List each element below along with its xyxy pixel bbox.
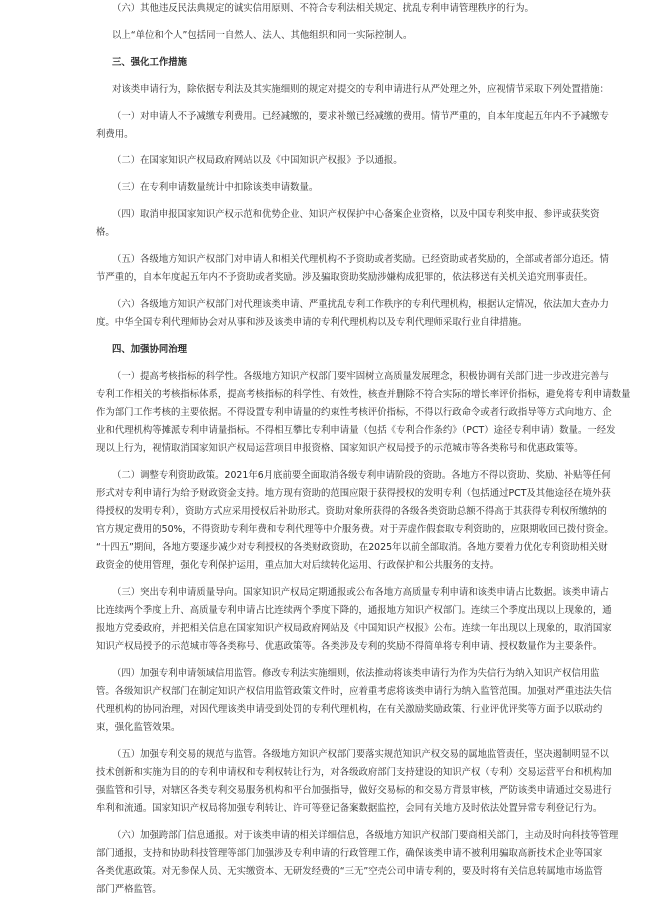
paragraph-line: 形式对专利申请行为给予财政资金支持。地方现有资助的范围应限于获得授权的发明专利（包括通过PCT及其他途径在境外获: [96, 488, 611, 499]
paragraph-line: （四）取消申报国家知识产权示范和优势企业、知识产权保护中心备案企业资格，以及中国专利奖申报、参评或获奖资: [112, 209, 600, 220]
paragraph-line: （三）在专利申请数量统计中扣除该类申请数量。: [112, 182, 319, 193]
paragraph-line: 各类优惠政策。对无参保人员、无实缴资本、无研发经费的“三无”空壳公司申请专利的，要及时将有关信息转属地市场监管: [96, 866, 603, 877]
paragraph-line: 以上“单位和个人”包括同一自然人、法人、其他组织和同一实际控制人。: [112, 30, 413, 41]
paragraph-line: （二）在国家知识产权局政府网站以及《中国知识产权报》予以通报。: [112, 155, 403, 166]
paragraph-line: 专利工作相关的考核指标体系，提高考核指标的科学性、有效性，核查并删除不符合实际的增长率评价指标，避免将专利申请数量: [96, 389, 631, 400]
paragraph-line: 对该类申请行为，除依据专利法及其实施细则的规定对提交的专利申请进行从严处理之外，应视情节采取下列处置措施：: [112, 84, 609, 95]
paragraph-line: 业和代理机构等摊派专利申请量指标。不得相互攀比专利申请量（包括《专利合作条约》（PCT）途径专利申请）数量。一经发: [96, 425, 616, 436]
paragraph-line: （四）加强专利申请领域信用监管。修改专利法实施细则，依法推动将该类申请行为作为失信行为纳入知识产权信用监: [112, 668, 600, 679]
paragraph-line: （六）其他违反民法典规定的诚实信用原则、不符合专利法相关规定、扰乱专利申请管理秩序的行为。: [112, 3, 534, 14]
paragraph-line: （六）各级地方知识产权部门对代理该类申请、严重扰乱专利工作秩序的专利代理机构，根据认定情况，依法加大查办力: [112, 299, 609, 310]
paragraph-line: （五）加强专利交易的规范与监管。各级地方知识产权部门要落实规范知识产权交易的属地监管责任，坚决遏制明显不以: [112, 749, 609, 760]
paragraph-line: （一）对申请人不予减缴专利费用。已经减缴的，要求补缴已经减缴的费用。情节严重的，自本年度起五年内不予减缴专: [112, 111, 609, 122]
paragraph-line: 技术创新和实施为目的的专利申请权和专利权转让行为，对各级政府部门支持建设的知识产权（专利）交易运营平台和机构加: [96, 767, 612, 778]
paragraph-line: 官方规定费用的50%，不得资助专利年费和专利代理等中介服务费。对于弄虚作假套取专利资助的，应限期收回已拨付资金。: [96, 524, 614, 535]
paragraph-line: 格。: [96, 227, 115, 238]
paragraph-line: 管。各级知识产权部门在制定知识产权信用监管政策文件时，应着重考虑将该类申请行为纳入监管范围。加强对严重违法失信: [96, 686, 612, 697]
paragraph-line: （三）突出专利申请质量导向。国家知识产权局定期通报或公布各地方高质量专利申请和该类申请占比数据。该类申请占: [112, 587, 609, 598]
paragraph-line: 知识产权局授予的示范城市等各类称号、优惠政策等。各类涉及专利的奖励不得简单将专利申请、授权数量作为主要条件。: [96, 641, 603, 652]
section-heading: 四、加强协同治理: [112, 344, 188, 355]
paragraph-line: 报地方党委政府，并把相关信息在国家知识产权局政府网站及《中国知识产权报》公布。连续一年出现以上现象的，取消国家: [96, 623, 612, 634]
paragraph-line: （一）提高考核指标的科学性。各级地方知识产权部门要牢固树立高质量发展理念，积极协调有关部门进一步改进完善与: [112, 371, 609, 382]
paragraph-line: 束，强化监管效果。: [96, 722, 181, 733]
paragraph-line: 利费用。: [96, 129, 134, 140]
paragraph-line: 牟利和流通。国家知识产权局将加强专利转让、许可等登记备案数据监控，会同有关地方及时依法处置异常专利登记行为。: [96, 803, 603, 814]
paragraph-line: 作为部门工作考核的主要依据。不得设置专利申请量的约束性考核评价指标，不得以行政命令或者行政指导等方式向地方、企: [96, 407, 612, 418]
paragraph-line: 比连续两个季度上升、高质量专利申请占比连续两个季度下降的，通报地方知识产权部门。连续三个季度出现以上现象的，通: [96, 605, 612, 616]
paragraph-line: 代理机构的协同治理，对因代理该类申请受到处罚的专利代理机构，在有关激励奖励政策、行业评优评奖等方面予以联动约: [96, 704, 603, 715]
paragraph-line: 度。中华全国专利代理师协会对从事和涉及该类申请的专利代理机构以及专利代理师采取行业自律措施。: [96, 317, 528, 328]
paragraph-line: 得授权的发明专利），资助方式应采用授权后补助形式。资助对象所获得的各级各类资助总额不得高于其获得专利权所缴纳的: [96, 506, 607, 517]
paragraph-line: 节严重的，自本年度起五年内不予资助或者奖励。涉及骗取资助奖励涉嫌构成犯罪的，依法移送有关机关追究刑事责任。: [96, 272, 593, 283]
paragraph-line: 强监管和引导，对辖区各类专利交易服务机构和平台加强指导，做好交易标的和交易方背景审核，严防该类申请通过交易进行: [96, 785, 612, 796]
paragraph-line: （五）各级地方知识产权部门对申请人和相关代理机构不予资助或者奖励。已经资助或者奖励的，全部或者部分追还。情: [112, 254, 609, 265]
section-heading: 三、强化工作措施: [112, 57, 188, 68]
paragraph-line: 部门严格监管。: [96, 884, 162, 895]
paragraph-line: “十四五”期间，各地方要逐步减少对专利授权的各类财政资助，在2025年以前全部取消。各地方要着力优化专利资助相关财: [96, 542, 608, 553]
paragraph-line: 政资金的使用管理，强化专利保护运用，重点加大对后续转化运用、行政保护和公共服务的支持。: [96, 560, 500, 571]
paragraph-line: 部门通报，支持和协助科技管理等部门加强涉及专利申请的行政管理工作，确保该类申请不被利用骗取高新技术企业等国家: [96, 848, 603, 859]
paragraph-line: （六）加强跨部门信息通报。对于该类申请的相关详细信息，各级地方知识产权部门要商相关部门，主动及时向科技等管理: [112, 830, 619, 841]
paragraph-line: 现以上行为，视情取消国家知识产权局运营项目申报资格、国家知识产权局授予的示范城市等各类称号和优惠政策等。: [96, 443, 584, 454]
paragraph-line: （二）调整专利资助政策。2021年6月底前要全面取消各级专利申请阶段的资助。各地方不得以资助、奖励、补贴等任何: [112, 470, 611, 481]
